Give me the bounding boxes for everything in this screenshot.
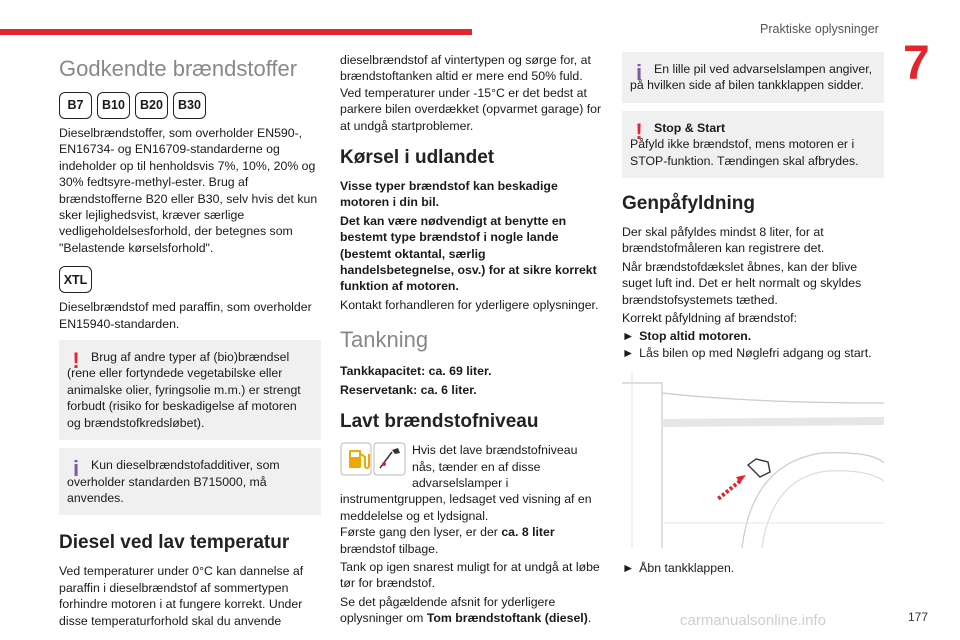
column-1 [59, 52, 321, 631]
xtl-badge-row [59, 266, 321, 293]
refuel-steps [622, 328, 884, 361]
list-item: ► Lås bilen op med Nøglefri adgang og start. [622, 345, 872, 360]
column-3: i En lille pil ved advarselslampen angiver, på hvilken side af bilen tankklappen sidder. ! Stop & Start Påfyld ikke brændstof, mens motoren er i STOP-funktion. Tændingen skal afbrydes. Genpåfyldning Der skal påfyldes mindst 8 liter, for at brændstofmåleren kan registrere det. Når brændstofdækslet åbnes, kan der blive suget luft ind. Det er helt normalt og skyldes brændstofsystemets tæthed. Korrekt påfyldning af brændstof: ► Stop altid motoren. ► Lås bilen op med Nøglefri adgang og start. ► Åbn tankklappen. [622, 52, 884, 577]
fuel-warning-lamp-icon [340, 442, 406, 476]
info-note-additives: i Kun dieselbrændstofadditiver, som overholder standarden B715000, må anvendes. [59, 448, 321, 515]
info-icon: i [72, 456, 80, 482]
heading-approved-fuels: Godkendte brændstoffer [59, 56, 298, 81]
paragraph-low-temp: Ved temperaturer under 0°C kan dannelse af paraffin i dieselbrændstof af sommertypen forhindre motoren i at fungere korrekt. Under disse temperaturforhold skal du anvende [59, 564, 304, 628]
section-header: Praktiske oplysninger [760, 22, 879, 36]
warning-icon: ! [72, 348, 80, 374]
fuel-badges [59, 92, 321, 119]
low-fuel-paragraph: Hvis det lave brændstofniveau nås, tænder en af disse advarselslamper i instrumentgruppen, ledsaget ved visning af en meddelelse og et lydsignal. [340, 443, 592, 523]
chapter-number: 7 [903, 37, 930, 90]
badge-b20: B20 [135, 92, 168, 119]
badge-xtl: XTL [59, 266, 92, 293]
heading-low-temp: Diesel ved lav temperatur [59, 532, 290, 554]
paragraph-winter-diesel: dieselbrændstof af vintertypen og sørge for, at brændstoftanken altid er mere end 50% fuld. Ved temperaturer under -15°C er det bedst at parkere bilen overdækket (opvarmet garage) for at undgå startproblemer. [340, 53, 602, 133]
list-item: ► Åbn tankklappen. [622, 561, 735, 576]
page-number: 177 [908, 610, 929, 624]
watermark: carmanualsonline.info [680, 612, 826, 629]
fuel-flap-illustration [622, 373, 884, 548]
link-empty-tank: Tom brændstoftank (diesel) [426, 611, 588, 626]
info-icon: i [635, 60, 643, 85]
info-note-arrow: i En lille pil ved advarselslampen angiver, på hvilken side af bilen tankklappen sidder. [622, 52, 884, 103]
chapter-color-bar [0, 29, 472, 35]
heading-refill: Genpåfyldning [622, 193, 755, 215]
paragraph-xtl: Dieselbrændstof med paraffin, som overholder EN15940-standarden. [59, 300, 312, 331]
column-2: dieselbrændstof af vintertypen og sørge for, at brændstoftanken altid er mere end 50% fuld. Ved temperaturer under -15°C er det bedst at parkere bilen overdækket (opvarmet garage) for at undgå startproblemer. Kørsel i udlandet Visse typer brændstof kan beskadige motoren i din bil. Det kan være nødvendigt at benytte en bestemt type brændstof i nogle lande (bestemt oktantal, særlig handelsbetegnelse, osv.) for at sikre korrekt funktion af motoren. Kontakt forhandleren for yderligere oplysninger. Tankning Tankkapacitet: ca. 69 liter. Reservetank: ca. 6 liter. Lavt brændstofniveau Hvis det lave brændstofniveau nås, tænder en af disse advarselslamper i instrumentgruppen, ledsaget ved visning af en meddelelse og et lydsignal. Første gang den lyser, er der ca. 8 liter brændstof tilbage. Tank op igen snarest muligt for at undgå at løbe tør for brændstof. Se det pågældende afsnit for yderligere oplysninger om Tom brændstoftank (diesel). [340, 53, 602, 626]
refuel-steps-2 [622, 560, 884, 576]
heading-driving-abroad: Kørsel i udlandet [340, 147, 495, 169]
paragraph-diesel-standards: Dieselbrændstoffer, som overholder EN590-, EN16734- og EN16709-standarderne og indeholder op til henholdsvis 7%, 10%, 20% og 30% fedtsyre-methyl-ester. Brug af brændstofferne B20 eller B30, selv hvis det kun sker lejlighedsvist, kræver særlige vedligeholdelsesforhold, der betegnes som "Belastende kørselsforhold". [59, 126, 318, 255]
heading-low-fuel: Lavt brændstofniveau [340, 411, 539, 433]
warning-note-stop-start: ! Stop & Start Påfyld ikke brændstof, mens motoren er i STOP-funktion. Tændingen skal afbrydes. [622, 111, 884, 178]
warning-note-biofuel: ! Brug af andre typer af (bio)brændsel (rene eller fortyndede vegetabilske eller animalske olier, fyringsolie m.m.) er strengt forbudt (risiko for beskadigelse af motoren og brændstofkredsløbet). [59, 340, 321, 440]
list-item: ► Stop altid motoren. [622, 329, 752, 344]
badge-b30: B30 [173, 92, 206, 119]
heading-refuelling: Tankning [340, 327, 429, 353]
warning-icon: ! [635, 118, 643, 144]
car-side-fuel-flap-image [622, 373, 884, 548]
badge-b7: B7 [59, 92, 92, 119]
badge-b10: B10 [97, 92, 130, 119]
